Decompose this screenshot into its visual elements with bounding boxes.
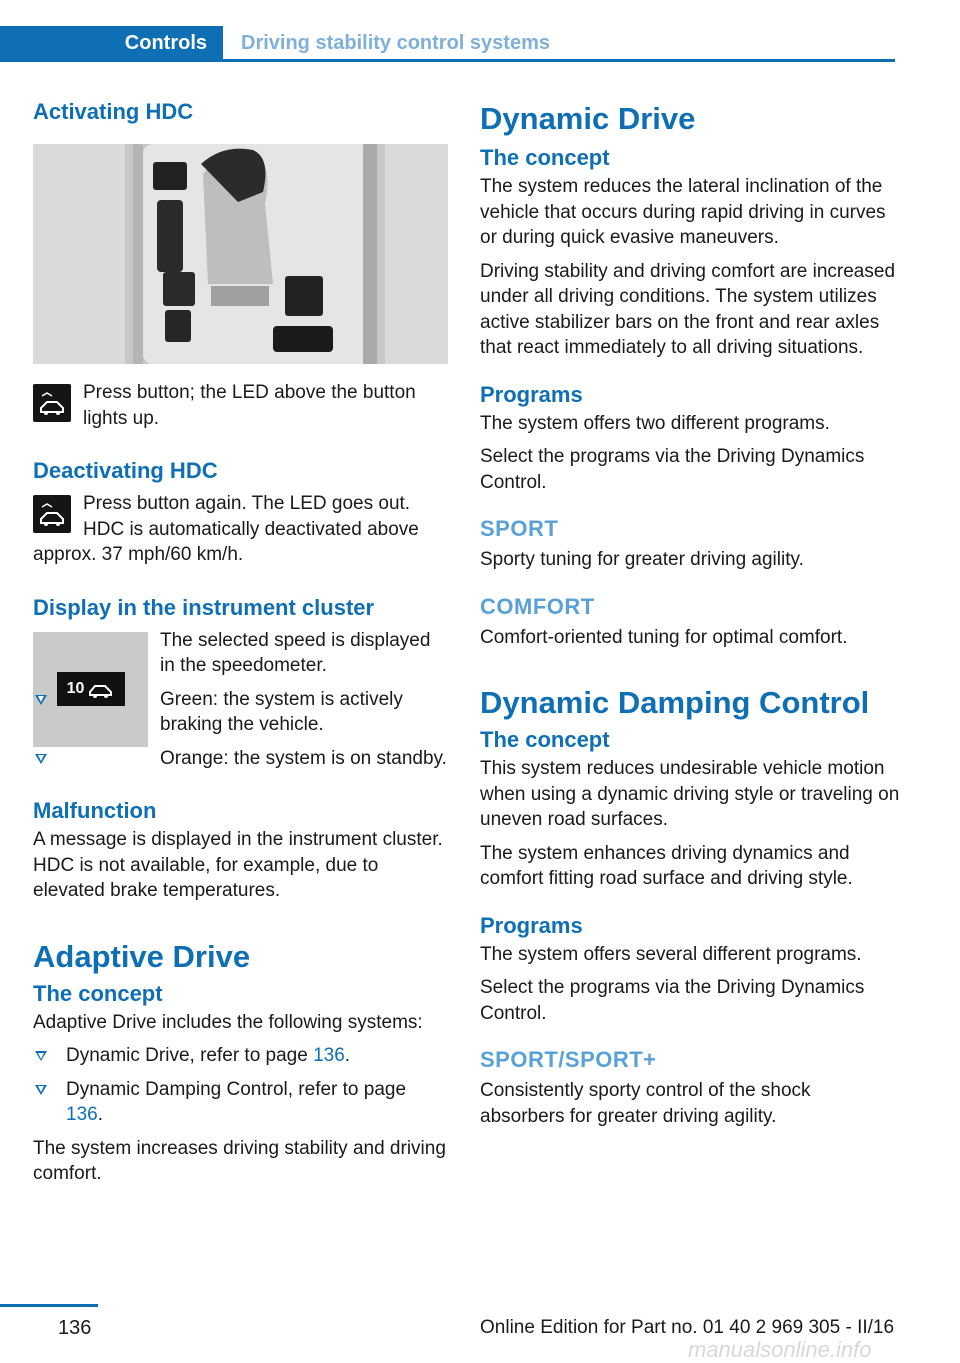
edition-text: Online Edition for Part no. 01 40 2 969 305 - II/16 [480,1317,895,1338]
hdc-button-icon [33,384,71,422]
right-column [480,98,900,1137]
malfunction-text: A message is displayed in the instrument cluster. HDC is not available, for example, due to elevated brake temperatures. [33,829,443,901]
ddc-programs-heading: Programs [480,912,583,938]
concept-heading: The concept [480,145,610,170]
triangle-bullet-icon [35,1051,47,1061]
left-column [33,98,448,1195]
hdc-button-icon [33,495,71,533]
triangle-bullet-icon [35,1085,47,1095]
list-item: Green: the system is actively braking the vehicle. [33,687,448,738]
list-item: Orange: the system is on standby. [33,746,448,772]
gear-selector-photo [33,144,448,364]
page-link[interactable]: 136 [313,1045,345,1066]
sport-plus-heading: SPORT/SPORT+ [480,1047,657,1072]
concept-intro: Adaptive Drive includes the following systems: [33,1011,423,1033]
header-bar [0,26,895,60]
header-divider [0,59,895,62]
indicator-speed: 10 [66,680,85,697]
display-heading: Display in the instrument cluster [33,594,375,620]
concept-text-1: The system reduces the lateral inclination of the vehicle that occurs during rapid driving in curves or during quick evasive maneuvers. [480,176,886,248]
display-text: The selected speed is displayed in the speedometer. [160,629,431,676]
section-title: Driving stability control systems [241,32,550,54]
sport-text: Sporty tuning for greater driving agility. [480,549,804,570]
ddc-text-1: This system reduces undesirable vehicle motion when using a dynamic driving style or traveling on uneven road surfaces. [480,758,900,830]
ddc-text-2: The system enhances driving dynamics and comfort fitting road surface and driving style. [480,842,853,889]
comfort-text: Comfort-oriented tuning for optimal comfort. [480,626,848,648]
list-item: Dynamic Drive, refer to page 136. [33,1043,448,1069]
deactivating-hdc-heading: Deactivating HDC [33,458,218,483]
sport-plus-text: Consistently sporty control of the shock absorbers for greater driving agility. [480,1080,811,1127]
concept-text-2: Driving stability and driving comfort are increased under all driving conditions. The system utilizes active stabilizer bars on the front and rear axles that react immediately to all driving situations. [480,260,896,358]
gear-selector-illustration [33,144,448,364]
deactivating-block [33,491,448,576]
page-link[interactable]: 136 [66,1104,98,1125]
systems-list [33,1043,448,1128]
concept-heading: The concept [33,980,163,1006]
list-item: Dynamic Damping Control, refer to page 136. [33,1077,448,1128]
tab-controls-label: Controls [124,31,207,54]
activating-hdc-heading: Activating HDC [33,99,194,124]
dynamic-drive-heading: Dynamic Drive [480,101,696,136]
deactivating-text: Press button again. The LED goes out. HDC is automatically deactivated above approx. 37 mph/60 km/h. [33,493,419,565]
activating-text: Press button; the LED above the button lights up. [83,382,416,429]
sport-heading: SPORT [480,516,559,541]
programs-heading: Programs [480,381,583,407]
comfort-heading: COMFORT [480,593,595,619]
watermark: manualsonline.info [688,1337,872,1362]
ddc-concept-heading: The concept [480,727,610,752]
adaptive-drive-heading: Adaptive Drive [33,938,251,974]
display-block [33,628,448,780]
programs-text-2: Select the programs via the Driving Dynamics Control. [480,446,865,493]
programs-text-1: The system offers two different programs. [480,412,830,434]
ddc-programs-text-1: The system offers several different programs. [480,943,862,965]
footer-divider [0,1304,98,1307]
page-number: 136 [58,1317,92,1339]
triangle-bullet-icon [35,754,47,764]
activating-row [33,384,448,439]
malfunction-heading: Malfunction [33,798,157,823]
display-status-list [33,687,448,772]
closing-text: The system increases driving stability and driving comfort. [33,1137,446,1184]
triangle-bullet-icon [35,695,47,705]
ddc-programs-text-2: Select the programs via the Driving Dynamics Control. [480,977,865,1024]
tab-controls[interactable] [0,26,223,60]
dynamic-damping-heading: Dynamic Damping Control [480,685,870,720]
